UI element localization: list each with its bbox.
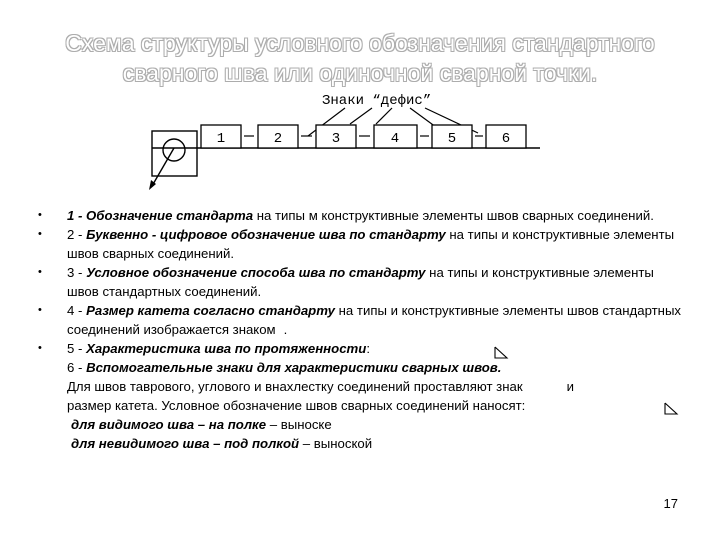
item-heading: Условное обозначение способа шва по стандарту xyxy=(86,265,426,280)
note-6 xyxy=(38,358,688,377)
box-1 xyxy=(201,125,241,148)
paragraph-text-1: Для швов таврового, углового и внахлестку соединений проставляют знак xyxy=(67,379,523,394)
fillet-paragraph xyxy=(38,377,688,415)
item-heading: Буквенно - цифровое обозначение шва по стандарту xyxy=(86,227,446,242)
title-line-2: сварного шва или одиночной сварной точки. xyxy=(122,60,598,86)
item-suffix: . xyxy=(283,322,288,337)
box-4 xyxy=(374,125,417,148)
item-prefix: 2 - xyxy=(67,227,87,242)
box-3 xyxy=(316,125,356,148)
svg-text:6: 6 xyxy=(501,131,511,147)
item-prefix: 4 - xyxy=(67,303,87,318)
svg-text:4: 4 xyxy=(390,131,400,147)
item-prefix: 3 - xyxy=(67,265,87,280)
invisible-weld-heading: для невидимого шва – под полкой xyxy=(71,436,300,451)
item-text: на типы м конструктивные элементы швов сварных соединений. xyxy=(253,208,654,223)
list-item xyxy=(38,225,688,263)
box-6 xyxy=(486,125,526,148)
fillet-triangle-icon xyxy=(493,346,509,360)
description-list xyxy=(38,206,688,453)
bullet-icon: • xyxy=(38,228,42,240)
visible-weld-heading: для видимого шва – на полке xyxy=(71,417,267,432)
title-line-1: Схема структуры условного обозначения стандартного xyxy=(65,30,655,56)
weld-symbol-diagram xyxy=(0,0,720,200)
svg-text:2: 2 xyxy=(273,131,283,147)
weld-circle-icon xyxy=(163,139,185,161)
note-prefix: 6 - xyxy=(67,360,87,375)
invisible-weld-line xyxy=(38,434,688,453)
svg-text:5: 5 xyxy=(447,131,457,147)
list-item xyxy=(38,339,688,358)
leader-line xyxy=(376,108,392,124)
box-2 xyxy=(258,125,298,148)
list-item xyxy=(38,206,688,225)
leader-line xyxy=(350,108,372,124)
box-5 xyxy=(432,125,472,148)
item-prefix: 5 - xyxy=(67,341,87,356)
bullet-icon: • xyxy=(38,304,42,316)
item-heading: Размер катета согласно стандарту xyxy=(86,303,335,318)
list-item xyxy=(38,301,688,339)
item-heading: Характеристика шва по протяженности xyxy=(86,341,367,356)
item-text: на типы и конструктивные элементы швов сварных соединений. xyxy=(67,227,675,261)
fillet-triangle-icon xyxy=(663,402,679,416)
svg-text:1: 1 xyxy=(216,131,226,147)
bullet-icon: • xyxy=(38,266,42,278)
dash-signs-label: Знаки “дефис” xyxy=(322,93,432,109)
invisible-weld-text: – выноской xyxy=(299,436,373,451)
paragraph-and: и xyxy=(566,379,574,394)
visible-weld-line xyxy=(38,415,688,434)
paragraph-text-2: размер катета. Условное обозначение швов сварных соединений наносят: xyxy=(67,398,526,413)
item-text: : xyxy=(366,341,370,356)
item-text: на типы и конструктивные элементы швов стандартных соединений изображается знаком xyxy=(67,303,682,337)
flag-box xyxy=(152,131,197,176)
page-number: 17 xyxy=(663,496,678,511)
item-heading: 1 - Обозначение стандарта xyxy=(67,208,254,223)
visible-weld-text: – выноске xyxy=(266,417,332,432)
bullet-icon: • xyxy=(38,209,42,221)
list-item xyxy=(38,263,688,301)
item-text: на типы и конструктивные элементы швов стандартных соединений. xyxy=(67,265,654,299)
svg-text:3: 3 xyxy=(331,131,341,147)
bullet-icon: • xyxy=(38,342,42,354)
note-heading: Вспомогательные знаки для характеристики сварных швов. xyxy=(86,360,502,375)
